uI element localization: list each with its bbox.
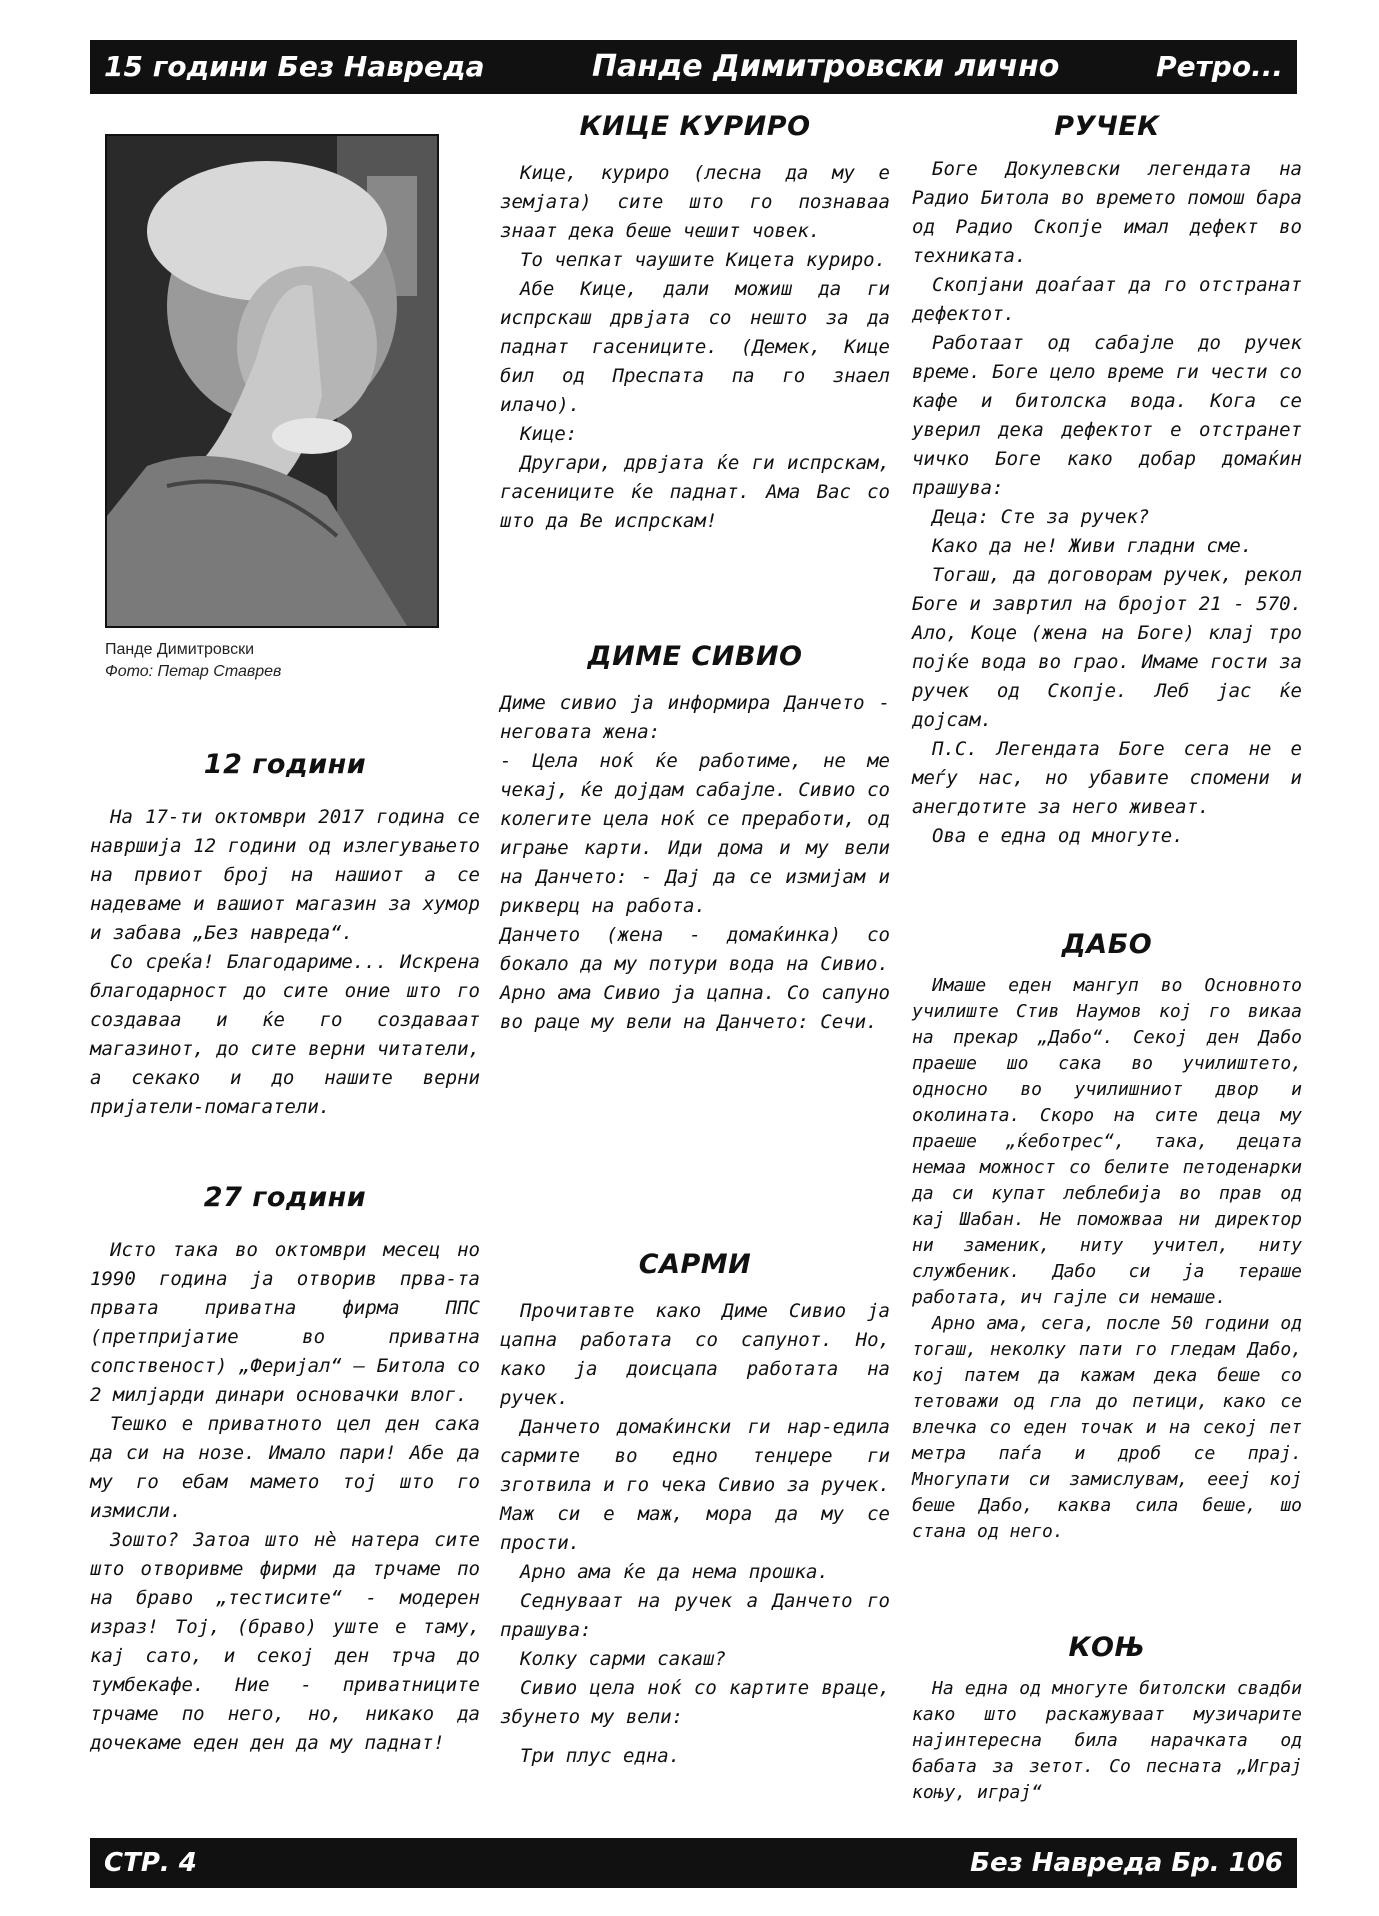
article-title: 27 години — [203, 1182, 367, 1213]
article-title: САРМИ — [638, 1249, 752, 1280]
article-sarmi — [500, 1245, 890, 1771]
article-27-godini — [90, 1178, 480, 1758]
article-paragraph: Колку сарми сакаш? — [520, 1648, 726, 1670]
article-title: ДИМЕ СИВИО — [587, 641, 803, 672]
article-paragraph: Како да не! Живи гладни сме. — [932, 535, 1253, 557]
article-12-godini — [90, 745, 480, 1122]
article-paragraph: Ова е една од многуте. — [932, 825, 1184, 847]
article-kice-kuriro — [500, 107, 890, 536]
header-center-text: Панде Димитровски лично — [592, 49, 1060, 84]
article-paragraph: - Цела ноќ ќе работиме, не ме чекај, ќе дојдам сабајле. Сивио со колегите цела ноќ се прерaботи, од играње карти. Иди дома и му вели на Данчето: - Дај да се измијам и рикверц на работа. — [500, 750, 890, 917]
photo-caption — [105, 639, 435, 683]
page-header-bar — [90, 40, 1297, 94]
article-paragraph: Другари, дрвјата ќе ги испрскам, гасениците ќе паднат. Ама Вас со што да Ве испрскам! — [500, 452, 890, 532]
article-paragraph: Арно ама, сега, после 50 години од тогаш, неколку пати го гледам Дабо, кој патем да кажам дека беше со тетоважи од гла до петици, како се влечка со еден точак и на секој пет метра паѓа и дроб се прај. Многупати си замислувам, еееј кој беше Дабо, каква сила беше, шо стана од него. — [912, 1313, 1302, 1542]
article-paragraph: Данчето (жена - домаќинка) со бокало да му потури вода на Сивио. — [500, 924, 890, 975]
article-paragraph: Исто така во октомври месец но 1990 година ја отворив прва-та првата приватна фирма ППС (претпријатие во приватна сопственост) „Феријал“ – Битола со 2 милјарди динари основачки влог. — [90, 1239, 480, 1406]
article-paragraph: Прочитавте како Диме Сивио ја цапна работата со сапунот. Но, како ја доисцапа работата на ручек. — [500, 1300, 890, 1409]
article-title: 12 години — [203, 749, 367, 780]
article-paragraph: Сивио цела ноќ со картите враце, збунето му вели: — [500, 1677, 890, 1728]
article-paragraph: На една од многуте битолски свадби како што раскажуваат музичарите најинтересна била нарачката од бабата за зетот. Со песната „Играј коњу, играј“ — [912, 1678, 1302, 1803]
article-paragraph: Седнуваат на ручек а Данчето го прашува: — [500, 1590, 890, 1641]
article-paragraph: Абе Кице, дали можиш да ги испрскаш дрвјата со нешто за да паднат гасениците. (Демек, Кице бил од Преспата па го знаел илачо). — [500, 278, 890, 416]
caption-credit: Фото: Петар Ставрев — [105, 663, 282, 680]
issue-number: Без Навреда Бр. 106 — [970, 1848, 1283, 1878]
article-title: КИЦЕ КУРИРО — [579, 111, 811, 142]
article-paragraph: Тогаш, да договорам ручек, рекол Боге и завртил на бројот 21 - 570. Ало, Коце (жена на Боге) клај тро појќе вода во грао. Имаме гости за ручек од Скопје. Леб јас ќе дојсам. — [912, 564, 1302, 731]
header-right-text: Ретро... — [1156, 50, 1283, 83]
article-paragraph: Три плус една. — [520, 1745, 681, 1767]
article-title: ДАБО — [1061, 929, 1153, 960]
article-paragraph: Со среќа! Благодариме... Искрена благодарност до сите оние што го создаваа и ќе го создаваат магазинот, до сите верни читатели, а секако и до нашите верни пријатели-помагатели. — [90, 951, 480, 1118]
header-left-text: 15 години Без Навреда — [104, 50, 485, 83]
article-paragraph: То чепкат чаушите Кицета куриро. — [520, 249, 887, 271]
portrait-photo — [105, 134, 439, 628]
article-paragraph: Имаше еден мангуп во Основното училиште Стив Наумов кој го викаа на прекар „Дабо“. Секој ден Дабо праеше шо сака во училиштето, односно во училишниот двор и околината. Скоро на сите деца му праеше „ќеботрес“, така, децата немаа можност со белите петоденарки да си купат леблебија во прав од кај Шабан. Не поможваа ни директор ни заменик, ниту учител, ниту службеник. Дабо си ја тераше работата, ич гајле си немаше. — [912, 975, 1302, 1308]
article-paragraph: Данчето домаќински ги нар-едила сармите во едно тенџере ги зготвила и го чека Сивио за ручек. Маж си е маж, мора да му се прости. — [500, 1416, 890, 1554]
article-paragraph: Скопјани доаѓаат да го отстранат дефектот. — [912, 274, 1302, 325]
article-paragraph: Деца: Сте за ручек? — [932, 506, 1150, 528]
article-title: КОЊ — [1068, 1632, 1146, 1663]
caption-name: Панде Димитровски — [105, 641, 255, 658]
portrait-image — [107, 136, 437, 626]
article-paragraph: Работаат од сабајле до ручек време. Боге цело време ги чести со кафе и битолска вода. Кога се уверил дека дефектот е отстранет чичко Боге како добар домаќин прашува: — [912, 332, 1302, 499]
article-paragraph: Боге Докулевски легендата на Радио Битола во времето помош бара од Радио Скопје имал дефект во техниката. — [912, 158, 1302, 267]
article-paragraph: П.С. Легендата Боге сега не е меѓу нас, но убавите спомени и анегдотите за него живеат. — [912, 738, 1302, 818]
article-ruchek — [912, 107, 1302, 851]
article-paragraph: Зошто? Затоа што нè натера сите што отворивме фирми да трчаме по на браво „тестисите“ - модерен израз! Тој, (браво) уште е таму, кај сато, и секој ден трча до тумбекафе. Ние - приватниците трчаме по него, но, никако да дочекаме еден ден да му паднат! — [90, 1529, 480, 1754]
page-number: СТР. 4 — [104, 1848, 197, 1878]
page-footer-bar — [90, 1838, 1297, 1888]
article-dime-sivio — [500, 637, 890, 1037]
article-konj — [912, 1628, 1302, 1806]
article-paragraph: Диме сивио ја информира Данчето - неговата жена: — [500, 692, 890, 743]
article-paragraph: Тешко е приватното цел ден сака да си на нозе. Имало пари! Абе да му го ебам мамето тој што го измисли. — [90, 1413, 480, 1522]
article-paragraph: На 17-ти октомври 2017 година се навршија 12 години од излегувањето на првиот број на нашиот а се надеваме и вашиот магазин за хумор и забава „Без навреда“. — [90, 806, 480, 944]
article-paragraph: Арно ама Сивио ја цапна. Со сапуно во раце му вели на Данчето: Сечи. — [500, 982, 890, 1033]
article-dabo — [912, 925, 1302, 1545]
article-title: РУЧЕК — [1054, 111, 1160, 142]
article-paragraph: Кице: — [520, 423, 578, 445]
article-paragraph: Кице, куриро (лесна да му е земјата) сите што го познаваа знаат дека беше чешит човек. — [500, 162, 890, 242]
article-paragraph: Арно ама ќе да нема прошка. — [520, 1561, 829, 1583]
